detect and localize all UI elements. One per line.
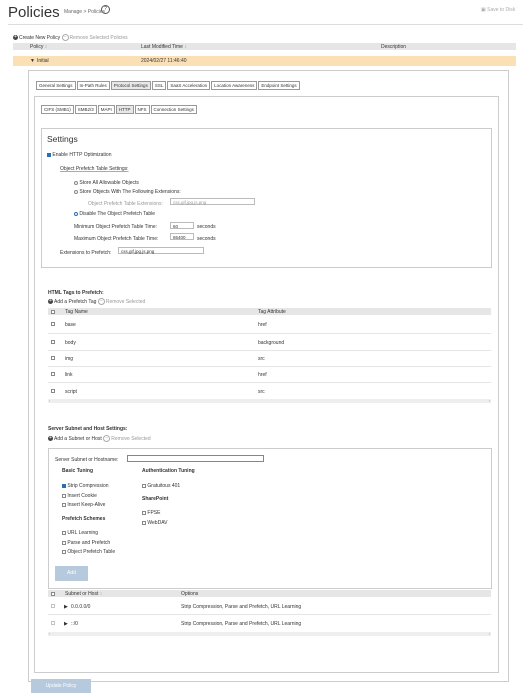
subnet-actions <box>48 435 151 442</box>
tag-name: base <box>65 322 76 328</box>
max-time-label: Maximum Object Prefetch Table Time: <box>74 236 159 242</box>
subnet-heading: Server Subnet and Host Settings: <box>48 426 128 432</box>
tab-general-settings[interactable]: General Settings <box>36 81 76 90</box>
col-tag-attribute: Tag Attribute <box>258 309 286 315</box>
scroll-right-icon[interactable]: › <box>488 398 490 403</box>
sort-icon: ↕ <box>184 44 187 50</box>
header-divider <box>8 24 523 25</box>
insert-keepalive-checkbox[interactable] <box>62 503 66 507</box>
row-checkbox[interactable] <box>51 389 55 393</box>
fpse-option[interactable]: FPSE <box>142 510 160 516</box>
gratuitous-401-option[interactable]: Gratuitous 401 <box>142 483 180 489</box>
plus-icon: + <box>49 298 52 304</box>
subnet-options: Strip Compression, Parse and Prefetch, URL Learning <box>181 604 302 610</box>
remove-policies-button[interactable]: − Remove Selected Policies <box>62 35 128 41</box>
tab-connection-settings[interactable]: Connection Settings <box>151 105 197 114</box>
save-to-disk-label: Save to Disk <box>487 7 516 13</box>
min-time-label: Minimum Object Prefetch Table Time: <box>74 224 157 230</box>
parse-prefetch-checkbox[interactable] <box>62 541 66 545</box>
strip-compression-checkbox[interactable] <box>62 484 66 488</box>
sort-icon: ↕ <box>44 44 48 50</box>
html-tags-actions <box>48 298 145 305</box>
webdav-checkbox[interactable] <box>142 521 146 525</box>
subnet-input[interactable] <box>127 455 264 462</box>
subnet-host: ::/0 <box>71 621 78 627</box>
prefetch-ext-input[interactable]: css,gif,jpg,js,png <box>118 247 204 254</box>
url-learning-option[interactable]: URL Learning <box>62 530 98 536</box>
disable-table-option[interactable]: Disable The Object Prefetch Table <box>74 211 155 217</box>
select-all-subnets-checkbox[interactable] <box>51 592 55 596</box>
settings-heading: Settings <box>47 134 78 144</box>
col-tag-name: Tag Name <box>65 309 88 315</box>
protocol-tabs <box>41 105 198 114</box>
basic-tuning-heading: Basic Tuning <box>62 468 94 474</box>
row-checkbox[interactable] <box>51 340 55 344</box>
row-divider <box>48 350 491 351</box>
store-ext-radio[interactable] <box>74 190 78 194</box>
tag-name: body <box>65 340 76 346</box>
row-checkbox[interactable] <box>51 322 55 326</box>
page-title: Policies <box>8 4 60 21</box>
scroll-left-icon[interactable]: ‹ <box>49 631 51 636</box>
policy-actions <box>13 34 128 41</box>
subnet-form-box <box>48 448 492 589</box>
tab-smb2[interactable]: SMB2/3 <box>75 105 97 114</box>
help-icon[interactable]: ? <box>101 5 110 14</box>
min-seconds-label: seconds <box>197 224 216 230</box>
html-tags-heading: HTML Tags to Prefetch: <box>48 290 104 296</box>
policy-modified-time: 2024/02/27 11:46:40 <box>141 58 187 64</box>
insert-keepalive-option[interactable]: Insert Keep-Alive <box>62 502 105 508</box>
tags-table-header <box>48 308 491 315</box>
plus-icon: + <box>49 435 52 441</box>
policy-row-initial[interactable] <box>13 56 516 66</box>
add-tag-button[interactable]: + Add a Prefetch Tag <box>49 298 97 305</box>
row-divider <box>48 614 491 615</box>
enable-http-checkbox[interactable] <box>47 153 51 157</box>
scroll-right-icon[interactable]: › <box>488 631 490 636</box>
tab-http[interactable]: HTTP <box>116 105 134 114</box>
main-tabs <box>36 81 301 90</box>
remove-tag-button[interactable]: − Remove Selected <box>98 299 145 305</box>
row-checkbox[interactable] <box>51 621 55 625</box>
update-policy-button[interactable]: Update Policy <box>31 679 91 693</box>
ext-label: Object Prefetch Table Extensions: <box>88 201 163 207</box>
create-policy-button[interactable]: + Create New Policy <box>14 34 61 41</box>
col-subnet[interactable]: Subnet or Host ↕ <box>65 591 103 597</box>
col-description: Description <box>381 44 407 50</box>
insert-cookie-checkbox[interactable] <box>62 494 66 498</box>
max-time-input[interactable]: 86400 <box>170 233 194 240</box>
row-divider <box>48 382 491 383</box>
tag-attr: href <box>258 372 267 378</box>
tab-protocol-settings[interactable]: Protocol Settings <box>111 81 151 90</box>
tag-attr: href <box>258 322 267 328</box>
minus-icon: − <box>62 34 69 41</box>
expand-icon[interactable]: ▶ <box>64 621 68 627</box>
disable-table-radio[interactable] <box>74 212 78 216</box>
auth-tuning-heading: Authentication Tuning <box>142 468 195 474</box>
settings-box <box>41 128 492 268</box>
parse-prefetch-option[interactable]: Parse and Prefetch <box>62 540 110 546</box>
ext-input[interactable]: css,gif,jpg,js,png <box>170 198 255 205</box>
scroll-left-icon[interactable]: ‹ <box>49 398 51 403</box>
tab-mapi[interactable]: MAPI <box>98 105 115 114</box>
policy-name: Initial <box>37 58 49 64</box>
subnet-options: Strip Compression, Parse and Prefetch, URL Learning <box>181 621 302 627</box>
webdav-option[interactable]: WebDAV <box>142 520 168 526</box>
tags-horizontal-scrollbar[interactable] <box>48 399 491 403</box>
expand-icon[interactable]: ▶ <box>64 604 68 610</box>
store-all-radio[interactable] <box>74 181 78 185</box>
save-to-disk-button[interactable] <box>481 7 515 13</box>
collapse-icon[interactable]: ▼ <box>30 58 35 64</box>
subnet-input-label: Server Subnet or Hostname: <box>55 457 119 463</box>
add-subnet-button[interactable]: + Add a Subnet or Host <box>49 435 102 442</box>
tag-name: img <box>65 356 74 362</box>
object-prefetch-checkbox[interactable] <box>62 550 66 554</box>
row-divider <box>48 366 491 367</box>
subnet-table-header <box>48 590 491 597</box>
store-all-option[interactable]: Store All Allowable Objects <box>74 180 139 186</box>
row-checkbox[interactable] <box>51 604 55 608</box>
add-subnet-submit-button[interactable]: Add <box>55 566 88 581</box>
subnet-host: 0.0.0.0/0 <box>71 604 91 610</box>
row-divider <box>48 333 491 334</box>
subnet-horizontal-scrollbar[interactable] <box>48 632 491 636</box>
sort-icon: ↕ <box>99 591 103 597</box>
insert-cookie-option[interactable]: Insert Cookie <box>62 493 97 499</box>
prefetch-schemes-heading: Prefetch Schemes <box>62 516 106 522</box>
tab-saas-acceleration[interactable]: SaaS Acceleration <box>167 81 210 90</box>
tab-cifs[interactable]: CIFS (SMB1) <box>41 105 74 114</box>
min-time-input[interactable]: 60 <box>170 222 194 229</box>
prefetch-ext-label: Extensions to Prefetch: <box>60 250 112 256</box>
prefetch-table-label: Object Prefetch Table Settings: <box>60 166 129 172</box>
tab-ssl[interactable]: SSL <box>152 81 167 90</box>
fpse-checkbox[interactable] <box>142 511 146 515</box>
tag-attr: src <box>258 389 265 395</box>
tag-name: script <box>65 389 77 395</box>
tag-name: link <box>65 372 73 378</box>
max-seconds-label: seconds <box>197 236 216 242</box>
floppy-icon: ▣ <box>481 7 486 13</box>
gratuitous-401-checkbox[interactable] <box>142 484 146 488</box>
tab-endpoint-settings[interactable]: Endpoint Settings <box>258 81 299 90</box>
row-checkbox[interactable] <box>51 372 55 376</box>
remove-subnet-button[interactable]: − Remove Selected <box>103 436 150 442</box>
tab-location-awareness[interactable]: Location Awareness <box>211 81 257 90</box>
plus-icon: + <box>14 34 17 40</box>
minus-icon: − <box>98 298 105 305</box>
breadcrumb: Manage > Policies <box>64 9 105 15</box>
tag-attr: background <box>258 340 285 346</box>
col-policy[interactable]: Policy ↕ <box>30 44 48 50</box>
select-all-tags-checkbox[interactable] <box>51 310 55 314</box>
tab-in-path-rules[interactable]: In-Path Rules <box>77 81 110 90</box>
object-prefetch-option[interactable]: Object Prefetch Table <box>62 549 115 555</box>
col-last-modified[interactable]: Last Modified Time ↕ <box>141 44 187 50</box>
url-learning-checkbox[interactable] <box>62 531 66 535</box>
policy-table-header <box>13 43 516 50</box>
enable-http-option[interactable]: Enable HTTP Optimization <box>47 152 112 158</box>
row-checkbox[interactable] <box>51 356 55 360</box>
minus-icon: − <box>103 435 110 442</box>
sharepoint-heading: SharePoint <box>142 496 169 502</box>
tag-attr: src <box>258 356 265 362</box>
store-ext-option[interactable]: Store Objects With The Following Extensions: <box>74 189 181 195</box>
tab-nfs[interactable]: NFS <box>135 105 150 114</box>
strip-compression-option[interactable]: Strip Compression <box>62 483 109 489</box>
col-options: Options <box>181 591 199 597</box>
